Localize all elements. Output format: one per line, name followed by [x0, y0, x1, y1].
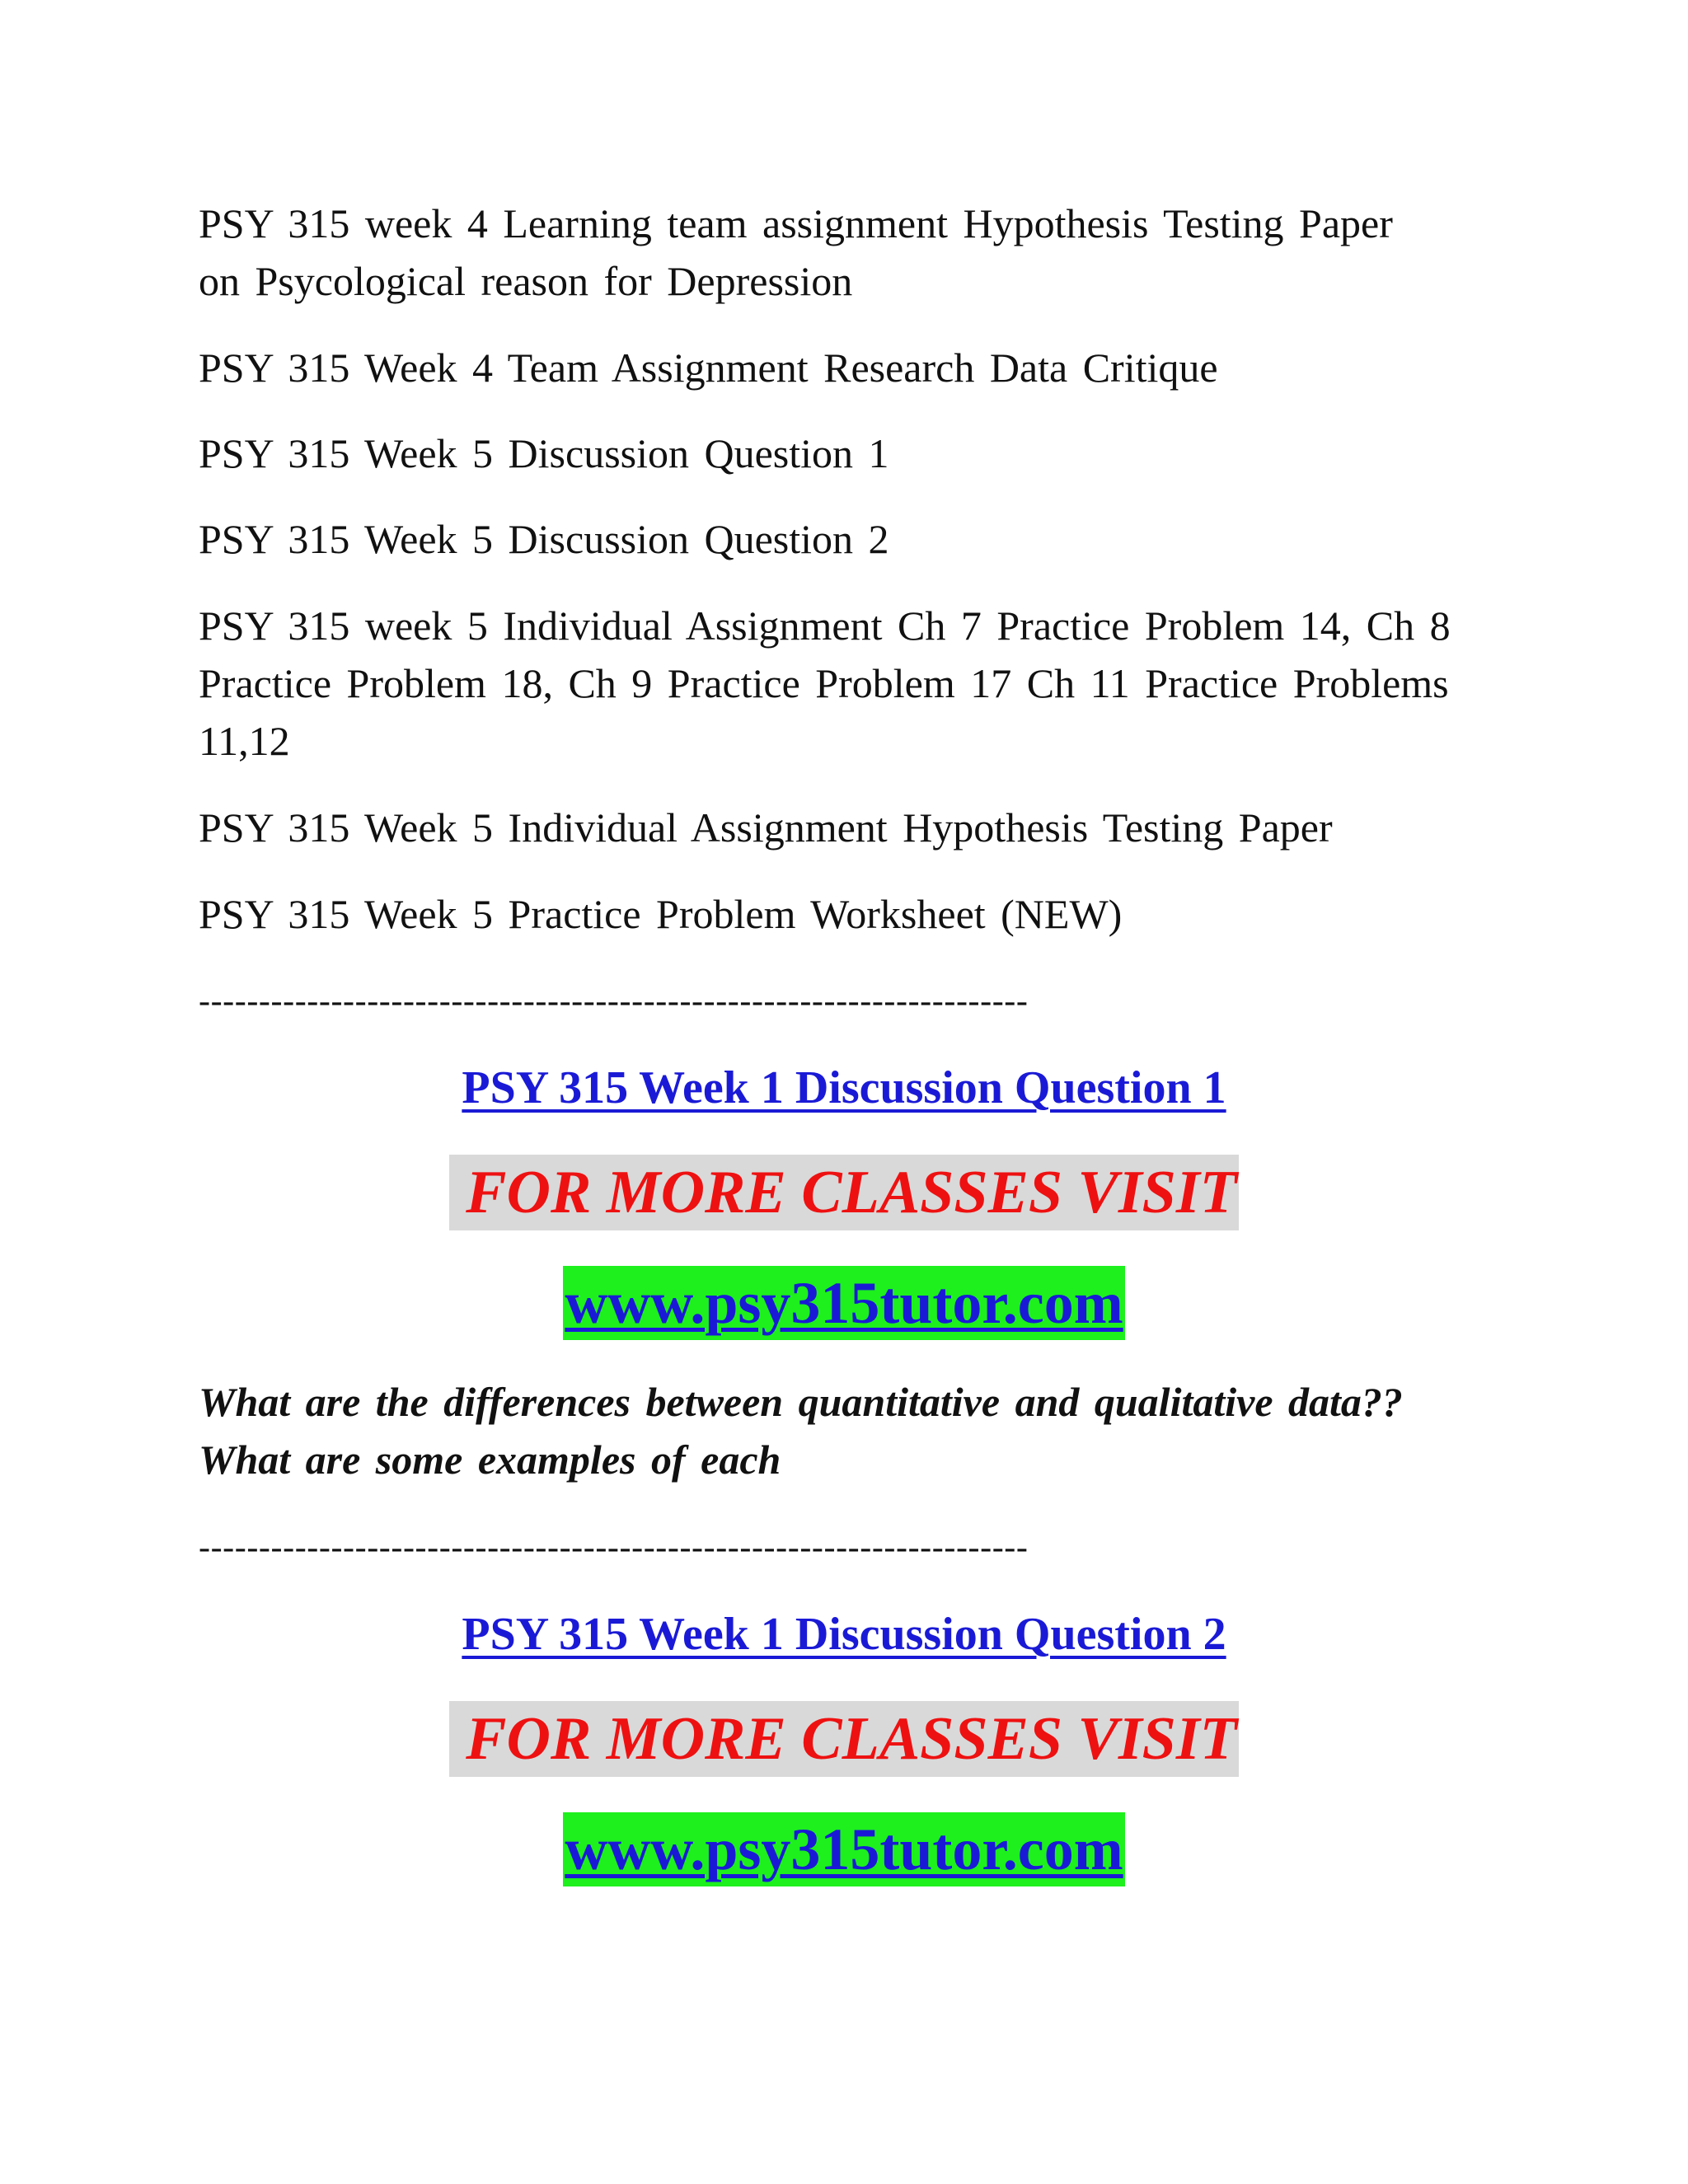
- more-classes-banner: FOR MORE CLASSES VISIT: [449, 1701, 1239, 1777]
- discussion-question-2-link[interactable]: PSY 315 Week 1 Discussion Question 2: [462, 1609, 1226, 1660]
- tutor-site-link[interactable]: www.psy315tutor.com: [563, 1266, 1124, 1340]
- section-divider: ---------------------------------------------------------------------: [199, 1529, 1029, 1567]
- question-text-line: What are the differences between quantitative and qualitative data??: [199, 1379, 1403, 1425]
- section-1-visit-row: [0, 1155, 1688, 1230]
- discussion-question-1-link[interactable]: PSY 315 Week 1 Discussion Question 1: [462, 1062, 1226, 1113]
- more-classes-banner: FOR MORE CLASSES VISIT: [449, 1155, 1239, 1230]
- section-2-url-row: [0, 1812, 1688, 1886]
- section-divider: ---------------------------------------------------------------------: [199, 982, 1029, 1020]
- course-item-line: PSY 315 week 4 Learning team assignment Hypothesis Testing Paper: [199, 200, 1393, 246]
- course-item-line: PSY 315 Week 4 Team Assignment Research Data Critique: [199, 344, 1218, 391]
- section-1-url-row: [0, 1266, 1688, 1340]
- course-item-line: 11,12: [199, 718, 290, 764]
- course-item-line: on Psycological reason for Depression: [199, 258, 853, 304]
- course-item-line: PSY 315 Week 5 Individual Assignment Hypothesis Testing Paper: [199, 804, 1333, 851]
- question-text-line: What are some examples of each: [199, 1436, 781, 1483]
- section-2-visit-row: [0, 1701, 1688, 1777]
- course-item-line: PSY 315 week 5 Individual Assignment Ch 7 Practice Problem 14, Ch 8: [199, 602, 1451, 649]
- course-item-line: Practice Problem 18, Ch 9 Practice Problem 17 Ch 11 Practice Problems: [199, 660, 1449, 706]
- course-item-line: PSY 315 Week 5 Discussion Question 2: [199, 516, 889, 562]
- section-2-title-row: [0, 1608, 1688, 1661]
- course-item-line: PSY 315 Week 5 Practice Problem Worksheet (NEW): [199, 891, 1123, 937]
- course-item-line: PSY 315 Week 5 Discussion Question 1: [199, 430, 889, 476]
- tutor-site-link[interactable]: www.psy315tutor.com: [563, 1812, 1124, 1886]
- section-1-title-row: [0, 1062, 1688, 1114]
